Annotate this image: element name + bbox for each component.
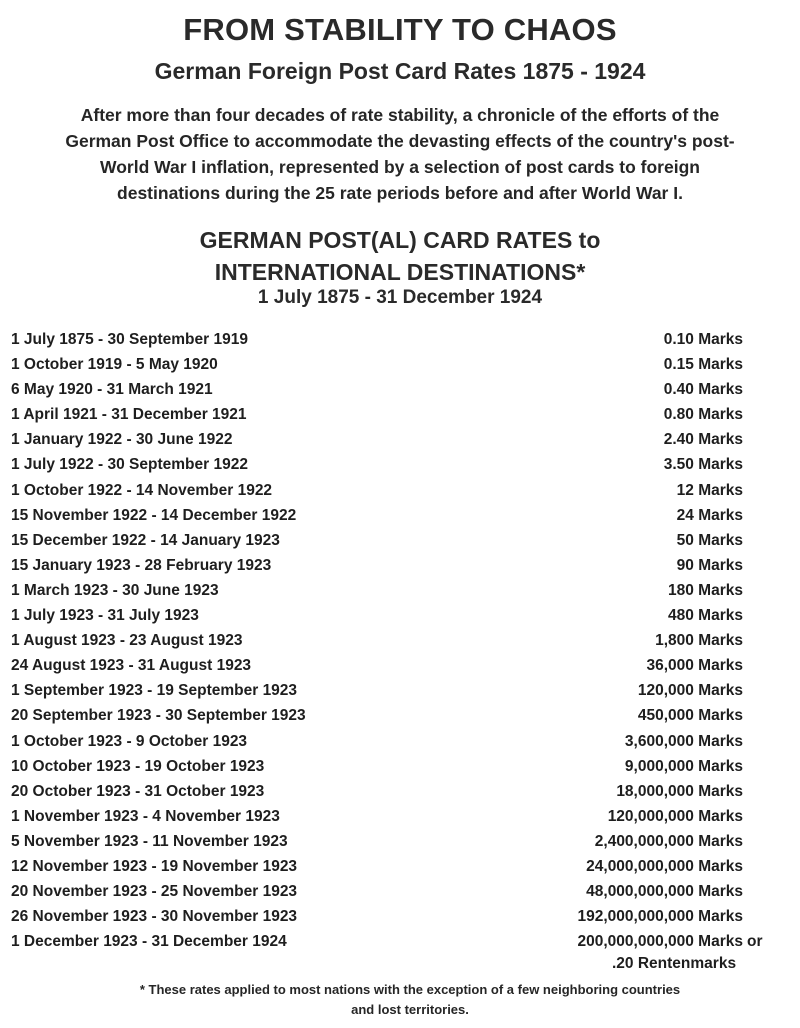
rate-row xyxy=(11,703,771,728)
rate-period: 10 October 1923 - 19 October 1923 xyxy=(11,757,265,775)
rate-period: 12 November 1923 - 19 November 1923 xyxy=(11,857,298,875)
rate-row xyxy=(11,377,771,402)
rate-row xyxy=(11,578,771,603)
rate-amount: 90 Marks xyxy=(676,556,743,574)
page-title: FROM STABILITY TO CHAOS xyxy=(183,12,617,47)
rate-row xyxy=(11,804,771,829)
rate-row xyxy=(11,553,771,578)
footnote-line-2: and lost territories. xyxy=(351,1002,469,1017)
rate-row xyxy=(11,829,771,854)
rate-row xyxy=(11,628,771,653)
rate-period: 1 July 1923 - 31 July 1923 xyxy=(11,607,199,625)
rate-amount: 200,000,000,000 Marks xyxy=(577,933,743,951)
rate-amount: 480 Marks xyxy=(668,607,743,625)
section-title-line-2: INTERNATIONAL DESTINATIONS* xyxy=(214,259,586,285)
rate-row xyxy=(11,904,771,929)
footnote-line-1: * These rates applied to most nations with the exception of a few neighboring countries xyxy=(139,982,681,997)
rate-row xyxy=(11,929,771,954)
rate-period: 1 September 1923 - 19 September 1923 xyxy=(11,682,298,700)
rate-period: 1 October 1923 - 9 October 1923 xyxy=(11,732,248,750)
rate-amount: 3,600,000 Marks xyxy=(624,732,743,750)
rate-amount: 120,000,000 Marks xyxy=(607,807,743,825)
rate-period: 1 October 1922 - 14 November 1922 xyxy=(11,481,273,499)
rate-row xyxy=(11,729,771,754)
rate-period: 5 November 1923 - 11 November 1923 xyxy=(11,832,288,850)
rate-period: 20 September 1923 - 30 September 1923 xyxy=(11,707,306,725)
rate-row xyxy=(11,653,771,678)
rate-amount: 24 Marks xyxy=(676,506,743,524)
rate-row xyxy=(11,779,771,804)
rate-row xyxy=(11,854,771,879)
rate-row xyxy=(11,427,771,452)
rate-period: 15 January 1923 - 28 February 1923 xyxy=(11,556,272,574)
rate-period: 15 November 1922 - 14 December 1922 xyxy=(11,506,297,524)
rate-amount: 180 Marks xyxy=(668,581,743,599)
rate-amount: 0.40 Marks xyxy=(663,381,743,399)
rate-row xyxy=(11,402,771,427)
rate-period: 1 April 1921 - 31 December 1921 xyxy=(11,406,247,424)
rate-period: 20 November 1923 - 25 November 1923 xyxy=(11,883,298,901)
rate-amount: 48,000,000,000 Marks xyxy=(586,883,743,901)
rate-suffix: or xyxy=(747,933,763,951)
section-date-range: 1 July 1875 - 31 December 1924 xyxy=(257,287,543,308)
rate-amount: 50 Marks xyxy=(676,531,743,549)
rate-period: 1 January 1922 - 30 June 1922 xyxy=(11,431,233,449)
rate-period: 1 March 1923 - 30 June 1923 xyxy=(11,581,219,599)
rate-amount: 1,800 Marks xyxy=(655,632,743,650)
rate-row xyxy=(11,678,771,703)
rate-row xyxy=(11,754,771,779)
rate-amount: 3.50 Marks xyxy=(663,456,743,474)
rate-row xyxy=(11,879,771,904)
rate-period: 24 August 1923 - 31 August 1923 xyxy=(11,657,252,675)
rate-period: 1 December 1923 - 31 December 1924 xyxy=(11,933,287,951)
section-title-line-1: GERMAN POST(AL) CARD RATES to xyxy=(199,227,601,253)
rate-period: 6 May 1920 - 31 March 1921 xyxy=(11,381,213,399)
page-subtitle: German Foreign Post Card Rates 1875 - 1924 xyxy=(154,58,646,84)
rate-row xyxy=(11,503,771,528)
rate-amount: 12 Marks xyxy=(676,481,743,499)
rate-amount: 0.15 Marks xyxy=(663,356,743,374)
intro-paragraph: After more than four decades of rate stability, a chronicle of the efforts of the German Post Office to accommodate the devasting effects of the country's post-World War I inflation, represented by a selection of post cards to foreign destinations during the 25 rate periods before and after World War I. xyxy=(65,105,735,203)
rate-period: 20 October 1923 - 31 October 1923 xyxy=(11,782,265,800)
rate-row xyxy=(11,478,771,503)
rate-amount: 2,400,000,000 Marks xyxy=(594,832,743,850)
rate-period: 1 November 1923 - 4 November 1923 xyxy=(11,807,280,825)
rate-row xyxy=(11,327,771,352)
rate-row xyxy=(11,452,771,477)
rate-period: 15 December 1922 - 14 January 1923 xyxy=(11,531,280,549)
section-title xyxy=(0,224,800,288)
rate-period: 26 November 1923 - 30 November 1923 xyxy=(11,908,298,926)
rate-row xyxy=(11,352,771,377)
rates-table xyxy=(11,327,771,954)
rate-period: 1 July 1922 - 30 September 1922 xyxy=(11,456,248,474)
rate-amount: 2.40 Marks xyxy=(663,431,743,449)
rate-amount: 24,000,000,000 Marks xyxy=(586,857,743,875)
footnote xyxy=(90,980,730,1020)
rate-row xyxy=(11,603,771,628)
rate-period: 1 July 1875 - 30 September 1919 xyxy=(11,331,248,348)
rate-amount: 192,000,000,000 Marks xyxy=(577,908,743,926)
rate-period: 1 October 1919 - 5 May 1920 xyxy=(11,356,218,374)
rate-period: 1 August 1923 - 23 August 1923 xyxy=(11,632,243,650)
rate-amount: 9,000,000 Marks xyxy=(624,757,743,775)
rate-amount: 450,000 Marks xyxy=(637,707,743,725)
rate-row xyxy=(11,528,771,553)
rate-amount: 36,000 Marks xyxy=(646,657,743,675)
rate-amount: 0.10 Marks xyxy=(663,331,743,348)
rate-amount: 18,000,000 Marks xyxy=(616,782,743,800)
rate-amount: 0.80 Marks xyxy=(663,406,743,424)
rate-amount: 120,000 Marks xyxy=(637,682,743,700)
rate-extra-rentenmarks: .20 Rentenmarks xyxy=(612,955,737,972)
